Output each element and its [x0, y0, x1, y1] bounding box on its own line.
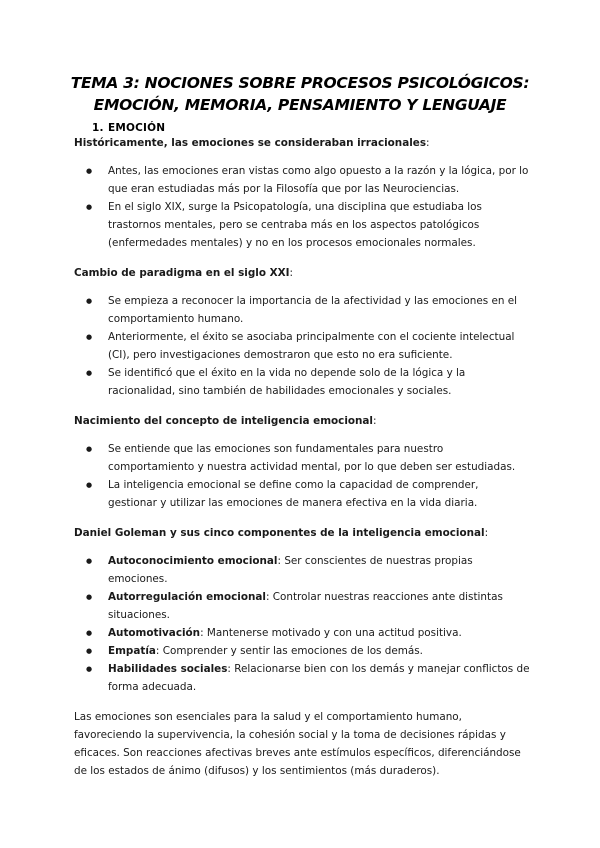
- section-title: EMOCIÓN: [108, 122, 166, 134]
- intro-list: [74, 162, 530, 252]
- intro-heading: Históricamente, las emociones se consideraban irracionales: [74, 137, 427, 149]
- closing-paragraph: Las emociones son esenciales para la salud y el comportamiento humano, favoreciendo la supervivencia, la cohesión social y la toma de decisiones rápidas y eficaces. Son reacciones afectivas breves ante estímulos específicos, diferenciándose de los estados de ánimo (difusos) y los sentimientos (más duraderos).: [74, 711, 521, 777]
- paradigm-list: [74, 292, 530, 400]
- list-item: ● Se entiende que las emociones son fundamentales para nuestro comportamiento y nuestra actividad mental, por lo que deben ser estudiadas.: [108, 440, 530, 476]
- section-heading: [92, 122, 165, 134]
- paradigm-paragraph: Cambio de paradigma en el siglo XXI:: [74, 267, 293, 279]
- document-title: TEMA 3: NOCIONES SOBRE PROCESOS PSICOLÓGICOS: EMOCIÓN, MEMORIA, PENSAMIENTO Y LENGUAJE: [70, 74, 530, 114]
- list-item: ● Autorregulación emocional: Controlar nuestras reacciones ante distintas situaciones.: [108, 588, 530, 624]
- list-item: ● En el siglo XIX, surge la Psicopatología, una disciplina que estudiaba los trastornos mentales, pero se centraba más en los aspectos patológicos (enfermedades mentales) y no en los procesos emocionales normales.: [108, 198, 530, 252]
- component-term: Autoconocimiento emocional: [108, 555, 278, 567]
- list-item: ● Habilidades sociales: Relacionarse bien con los demás y manejar conflictos de forma adecuada.: [108, 660, 530, 696]
- goleman-heading: Daniel Goleman y sus cinco componentes de la inteligencia emocional: [74, 527, 485, 539]
- component-desc: Relacionarse bien con los demás y manejar conflictos de forma adecuada.: [108, 663, 530, 693]
- component-term: Empatía: [108, 645, 156, 657]
- component-term: Habilidades sociales: [108, 663, 228, 675]
- list-item: ● Anteriormente, el éxito se asociaba principalmente con el cociente intelectual (CI), pero investigaciones demostraron que esto no era suficiente.: [108, 328, 530, 364]
- component-term: Automotivación: [108, 627, 201, 639]
- ei-paragraph: Nacimiento del concepto de inteligencia emocional:: [74, 415, 377, 427]
- component-term: Autorregulación emocional: [108, 591, 266, 603]
- list-item: ● La inteligencia emocional se define como la capacidad de comprender, gestionar y utilizar las emociones de manera efectiva en la vida diaria.: [108, 476, 530, 512]
- document-body: [74, 134, 530, 780]
- component-desc: Controlar nuestras reacciones ante distintas situaciones.: [108, 591, 503, 621]
- paradigm-heading: Cambio de paradigma en el siglo XXI: [74, 267, 290, 279]
- component-desc: Ser conscientes de nuestras propias emociones.: [108, 555, 473, 585]
- component-desc: Mantenerse motivado y con una actitud positiva.: [206, 627, 462, 639]
- section-number: 1.: [92, 122, 104, 134]
- list-item: ● Autoconocimiento emocional: Ser conscientes de nuestras propias emociones.: [108, 552, 530, 588]
- ei-heading: Nacimiento del concepto de inteligencia emocional: [74, 415, 373, 427]
- intro-paragraph: Históricamente, las emociones se consideraban irracionales:: [74, 137, 430, 149]
- components-list: [74, 552, 530, 696]
- list-item: ● Empatía: Comprender y sentir las emociones de los demás.: [108, 642, 530, 660]
- list-item: ● Se empieza a reconocer la importancia de la afectividad y las emociones en el comportamiento humano.: [108, 292, 530, 328]
- list-item: ● Se identificó que el éxito en la vida no depende solo de la lógica y la racionalidad, sino también de habilidades emocionales y sociales.: [108, 364, 530, 400]
- list-item: ● Automotivación: Mantenerse motivado y con una actitud positiva.: [108, 624, 530, 642]
- component-desc: Comprender y sentir las emociones de los demás.: [162, 645, 423, 657]
- goleman-paragraph: Daniel Goleman y sus cinco componentes de la inteligencia emocional:: [74, 527, 489, 539]
- ei-list: [74, 440, 530, 512]
- list-item: ● Antes, las emociones eran vistas como algo opuesto a la razón y la lógica, por lo que eran estudiadas más por la Filosofía que por las Neurociencias.: [108, 162, 530, 198]
